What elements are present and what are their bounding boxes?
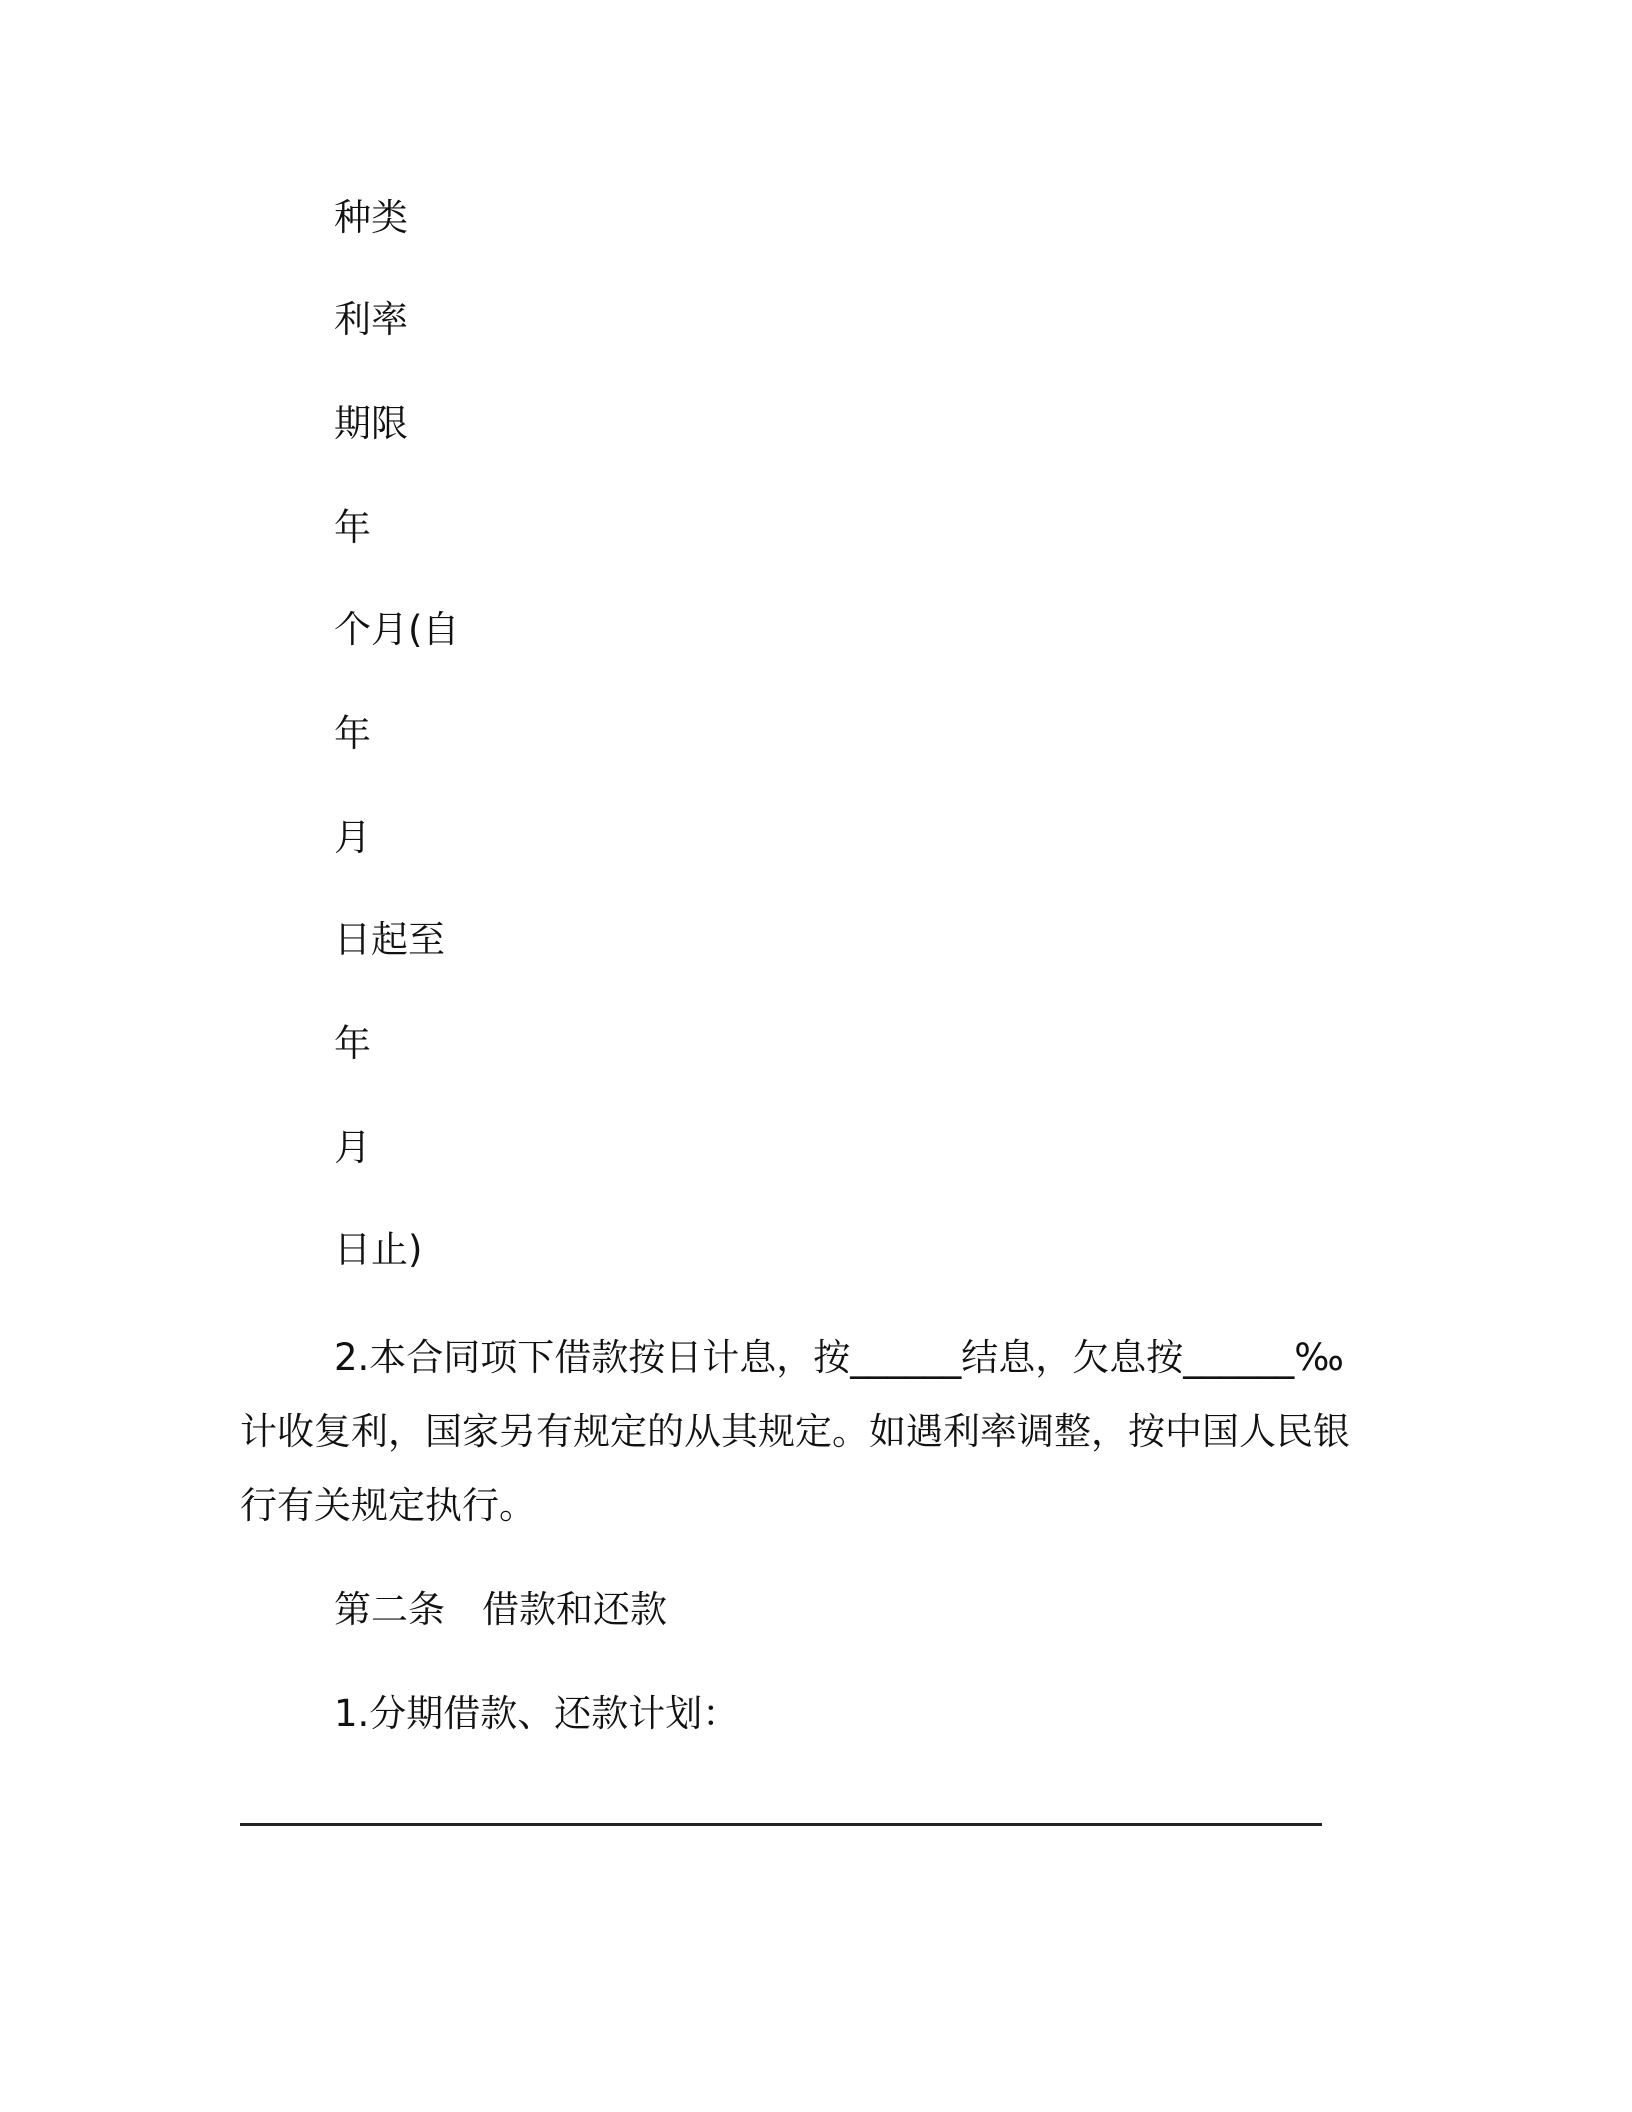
text-line-start-month: 月 (334, 816, 371, 859)
article-2-heading: 第二条 借款和还款 (334, 1588, 667, 1631)
fill-in-blank-line (240, 1823, 1322, 1826)
text-line-year: 年 (334, 506, 371, 549)
item-1-installment-plan: 1.分期借款、还款计划： (334, 1692, 740, 1735)
text-line-end-day: 日止) (334, 1228, 423, 1271)
clause-2-line-2: 计收复利，国家另有规定的从其规定。如遇利率调整，按中国人民银 (240, 1410, 1350, 1453)
clause-2-line-3: 行有关规定执行。 (240, 1484, 536, 1527)
text-line-rate: 利率 (334, 298, 408, 341)
clause-2-line-1: 2.本合同项下借款按日计息，按______结息，欠息按______‰ (334, 1336, 1344, 1379)
text-line-kind: 种类 (334, 196, 408, 239)
text-line-start-day-to: 日起至 (334, 918, 445, 961)
text-line-end-year: 年 (334, 1022, 371, 1065)
clause-2-paragraph (240, 1336, 1370, 1558)
text-line-start-year: 年 (334, 712, 371, 755)
text-line-end-month: 月 (334, 1126, 371, 1169)
text-line-months-from: 个月(自 (334, 608, 460, 651)
text-line-term: 期限 (334, 402, 408, 445)
